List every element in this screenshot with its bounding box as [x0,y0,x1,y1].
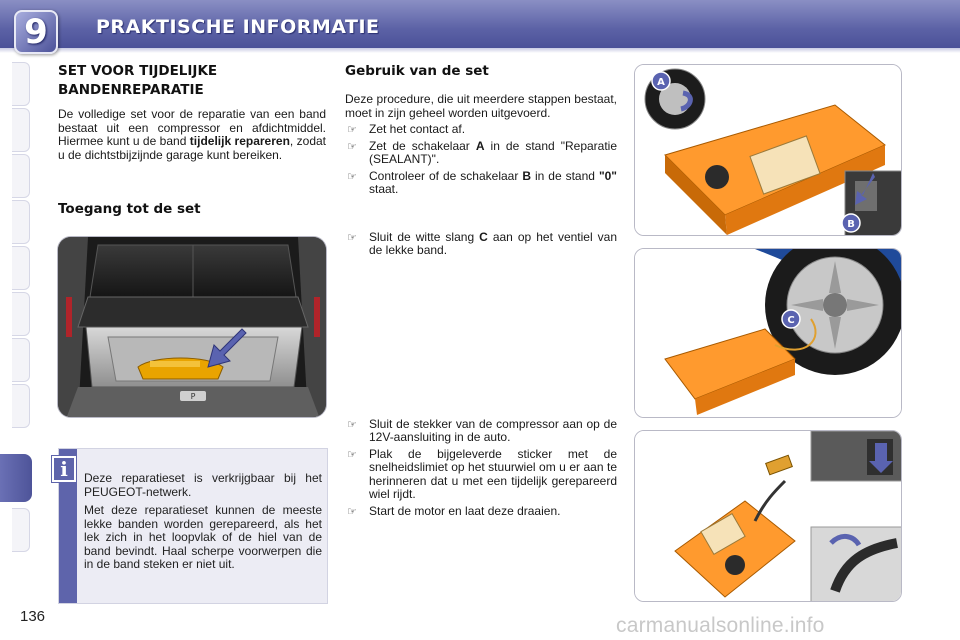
chapter-tab[interactable] [12,62,30,106]
pointing-hand-icon: ☞ [347,417,357,431]
step-bold: B [522,168,531,183]
chapter-tab[interactable] [12,338,30,382]
chapter-tab[interactable] [12,292,30,336]
steps-list-3 [345,418,617,519]
step-item [345,170,617,197]
step-bold: C [479,229,488,244]
intro-text-end: , zodat u de dichtstbijzijnde garage kunt bereiken. [58,134,327,162]
left-column [58,62,326,219]
label-b: B [847,219,855,230]
chapter-tab[interactable] [12,154,30,198]
access-title: Toegang tot de set [58,201,201,217]
info-paragraph: Deze reparatieset is verkrijgbaar bij het PEUGEOT-netwerk. [84,471,322,499]
steps-list-2 [345,231,617,258]
label-a: A [657,77,665,88]
step-text: Controleer of de schakelaar [369,168,523,183]
chapter-badge: 9 [14,10,58,54]
step-text: Start de motor en laat deze draaien. [369,503,561,518]
chapter-tab[interactable] [12,108,30,152]
page-title: PRAKTISCHE INFORMATIE [96,16,380,38]
step-item [345,448,617,502]
step-text: in de stand [530,168,599,183]
page-number: 136 [20,608,46,625]
step-item [345,505,617,519]
trunk-badge: P [190,392,196,401]
chapter-tab[interactable] [12,246,30,290]
info-icon: i [52,456,76,482]
chapter-tabs [0,62,30,582]
intro-bold: tijdelijk repareren [189,134,290,148]
step-text: Plak de bijgeleverde sticker met de snelheidslimiet op het stuurwiel om u er aan te herinneren dat u met een tijdelijk gerepareerd wiel rijdt. [369,446,617,501]
chapter-tab-active[interactable] [0,454,32,502]
pointing-hand-icon: ☞ [347,139,357,153]
pointing-hand-icon: ☞ [347,447,357,461]
label-c: C [787,315,795,326]
usage-column [345,62,617,518]
trunk-illustration [57,236,327,418]
info-paragraph: Met deze reparatieset kunnen de meeste lekke banden worden gerepareerd, als het lek zich in het loopvlak of de hiel van de band bevindt. Haal scherpe voorwerpen die in de band steken er niet uit. [84,503,322,571]
step-bold: "0" [598,168,617,183]
hose-wheel-illustration [634,248,902,418]
pointing-hand-icon: ☞ [347,123,357,136]
usage-intro: Deze procedure, die uit meerdere stappen bestaat, moet in zijn geheel worden uitgevoerd. [345,92,617,120]
info-text [84,472,322,572]
intro-text: De volledige set voor de reparatie van een band bestaat uit een compressor en afdichtmiddel. Hiermee kunt u de band [58,107,326,148]
steps-list-1 [345,123,617,197]
chapter-tab[interactable] [12,200,30,244]
step-text: Zet het contact af. [369,122,466,136]
plug-sticker-illustration [634,430,902,602]
step-text: Zet de schakelaar [369,138,476,153]
step-item [345,140,617,167]
usage-title: Gebruik van de set [345,63,489,79]
step-item [345,123,617,137]
pointing-hand-icon: ☞ [347,504,357,518]
watermark: carmanualsonline.info [616,614,825,637]
pointing-hand-icon: ☞ [347,230,357,244]
section-title: SET VOOR TIJDELIJKE BANDENREPARATIE [58,63,218,98]
step-text: staat. [369,182,399,196]
step-bold: A [475,138,485,153]
step-item [345,418,617,445]
intro-paragraph [58,108,326,162]
step-text: Sluit de stekker van de compressor aan op de 12V-aansluiting in de auto. [369,416,617,444]
chapter-tab[interactable] [12,384,30,428]
step-item [345,231,617,258]
pointing-hand-icon: ☞ [347,169,357,183]
step-text: aan op het ventiel van de lekke band. [369,229,617,257]
compressor-switch-illustration [634,64,902,236]
header-divider [0,48,960,53]
step-text: Sluit de witte slang [369,229,480,244]
chapter-tab[interactable] [12,508,30,552]
step-text: in de stand "Reparatie (SEALANT)". [369,138,618,166]
